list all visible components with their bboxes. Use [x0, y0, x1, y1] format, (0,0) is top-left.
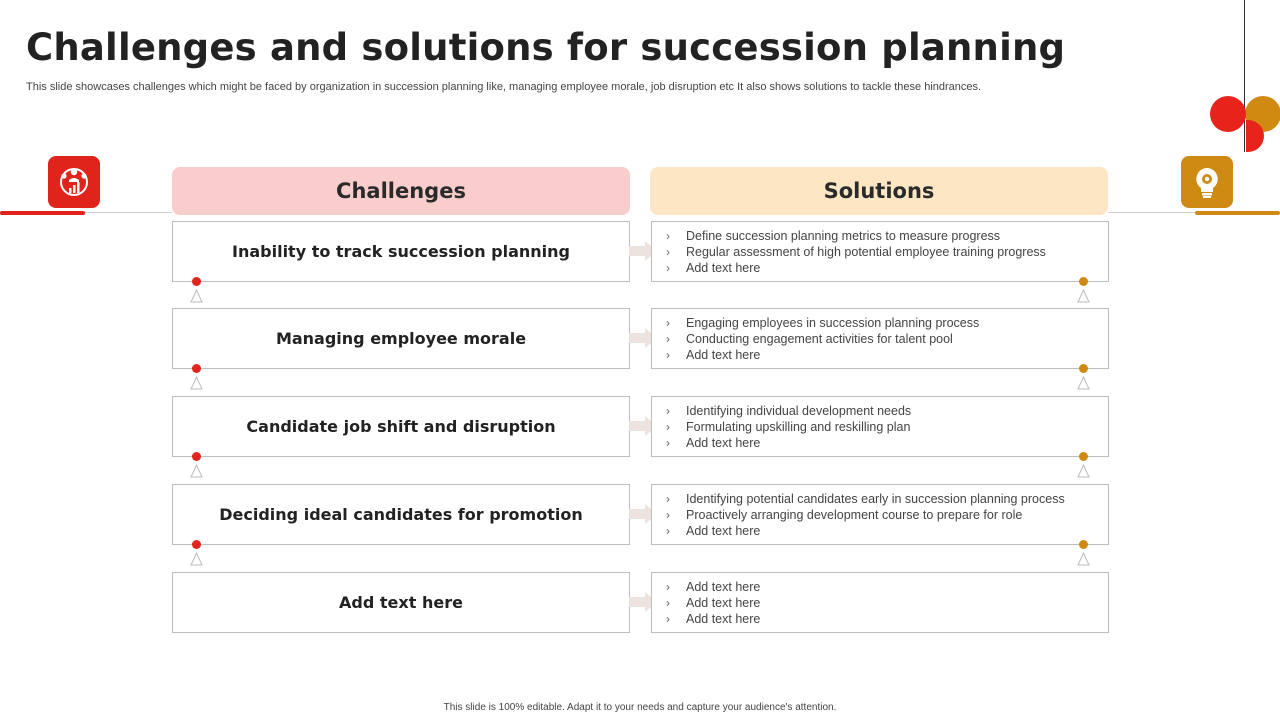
- solution-item: › Identifying individual development needs: [666, 404, 912, 418]
- connector-triangle-icon: [1077, 375, 1090, 391]
- footer-note: This slide is 100% editable. Adapt it to your needs and capture your audience's attention.: [443, 702, 837, 713]
- challenge-box: Candidate job shift and disruption: [172, 396, 630, 457]
- solution-box: [651, 484, 1109, 545]
- team-performance-icon: [48, 156, 100, 208]
- bullet-chevron-icon: ›: [666, 524, 670, 538]
- solution-item: › Add text here: [666, 348, 761, 362]
- decor-red-circle: [1210, 96, 1246, 132]
- bullet-chevron-icon: ›: [666, 261, 670, 275]
- bullet-chevron-icon: ›: [666, 404, 670, 418]
- bullet-chevron-icon: ›: [666, 332, 670, 346]
- solution-item: › Regular assessment of high potential employee training progress: [666, 245, 1046, 259]
- bullet-chevron-icon: ›: [666, 245, 670, 259]
- solution-box: [651, 572, 1109, 633]
- bullet-chevron-icon: ›: [666, 596, 670, 610]
- decor-vertical-line: [1244, 0, 1245, 152]
- connector-triangle-icon: [1077, 463, 1090, 479]
- challenge-box: Inability to track succession planning: [172, 221, 630, 282]
- connector-triangle-icon: [190, 551, 203, 567]
- connector-dot: [192, 452, 201, 461]
- solution-item: › Add text here: [666, 596, 761, 610]
- solution-item: › Add text here: [666, 580, 761, 594]
- connector-dot: [1079, 364, 1088, 373]
- left-thin-line: [85, 212, 172, 213]
- bullet-chevron-icon: ›: [666, 492, 670, 506]
- solution-item: › Define succession planning metrics to measure progress: [666, 229, 1001, 243]
- connector-triangle-icon: [190, 463, 203, 479]
- solution-item: › Formulating upskilling and reskilling plan: [666, 420, 911, 434]
- bullet-chevron-icon: ›: [666, 580, 670, 594]
- connector-dot: [1079, 540, 1088, 549]
- challenge-box: Managing employee morale: [172, 308, 630, 369]
- solution-box: [651, 396, 1109, 457]
- bullet-chevron-icon: ›: [666, 436, 670, 450]
- connector-dot: [192, 364, 201, 373]
- lightbulb-gear-icon: [1181, 156, 1233, 208]
- bullet-chevron-icon: ›: [666, 316, 670, 330]
- solution-item: › Conducting engagement activities for talent pool: [666, 332, 953, 346]
- solution-item: › Identifying potential candidates early in succession planning process: [666, 492, 1065, 506]
- page-title: Challenges and solutions for succession planning: [26, 26, 1066, 69]
- bullet-chevron-icon: ›: [666, 229, 670, 243]
- connector-dot: [1079, 452, 1088, 461]
- connector-triangle-icon: [190, 288, 203, 304]
- connector-dot: [1079, 277, 1088, 286]
- right-accent-line: [1195, 211, 1280, 215]
- bullet-chevron-icon: ›: [666, 508, 670, 522]
- right-thin-line: [1108, 212, 1195, 213]
- solution-item: › Add text here: [666, 524, 761, 538]
- left-accent-line: [0, 211, 85, 215]
- solution-item: › Add text here: [666, 612, 761, 626]
- solution-item: › Engaging employees in succession planning process: [666, 316, 980, 330]
- solution-item: › Add text here: [666, 261, 761, 275]
- connector-dot: [192, 277, 201, 286]
- connector-triangle-icon: [1077, 288, 1090, 304]
- connector-triangle-icon: [1077, 551, 1090, 567]
- solution-item: › Proactively arranging development course to prepare for role: [666, 508, 1023, 522]
- bullet-chevron-icon: ›: [666, 420, 670, 434]
- solutions-header: Solutions: [650, 167, 1108, 215]
- challenge-box: Deciding ideal candidates for promotion: [172, 484, 630, 545]
- challenge-box: Add text here: [172, 572, 630, 633]
- connector-triangle-icon: [190, 375, 203, 391]
- bullet-chevron-icon: ›: [666, 612, 670, 626]
- page-subtitle: This slide showcases challenges which might be faced by organization in succession planning like, managing employee morale, job disruption etc It also shows solutions to tackle these hindrances.: [26, 81, 982, 93]
- solution-item: › Add text here: [666, 436, 761, 450]
- solution-box: [651, 308, 1109, 369]
- challenges-header: Challenges: [172, 167, 630, 215]
- connector-dot: [192, 540, 201, 549]
- solution-box: [651, 221, 1109, 282]
- bullet-chevron-icon: ›: [666, 348, 670, 362]
